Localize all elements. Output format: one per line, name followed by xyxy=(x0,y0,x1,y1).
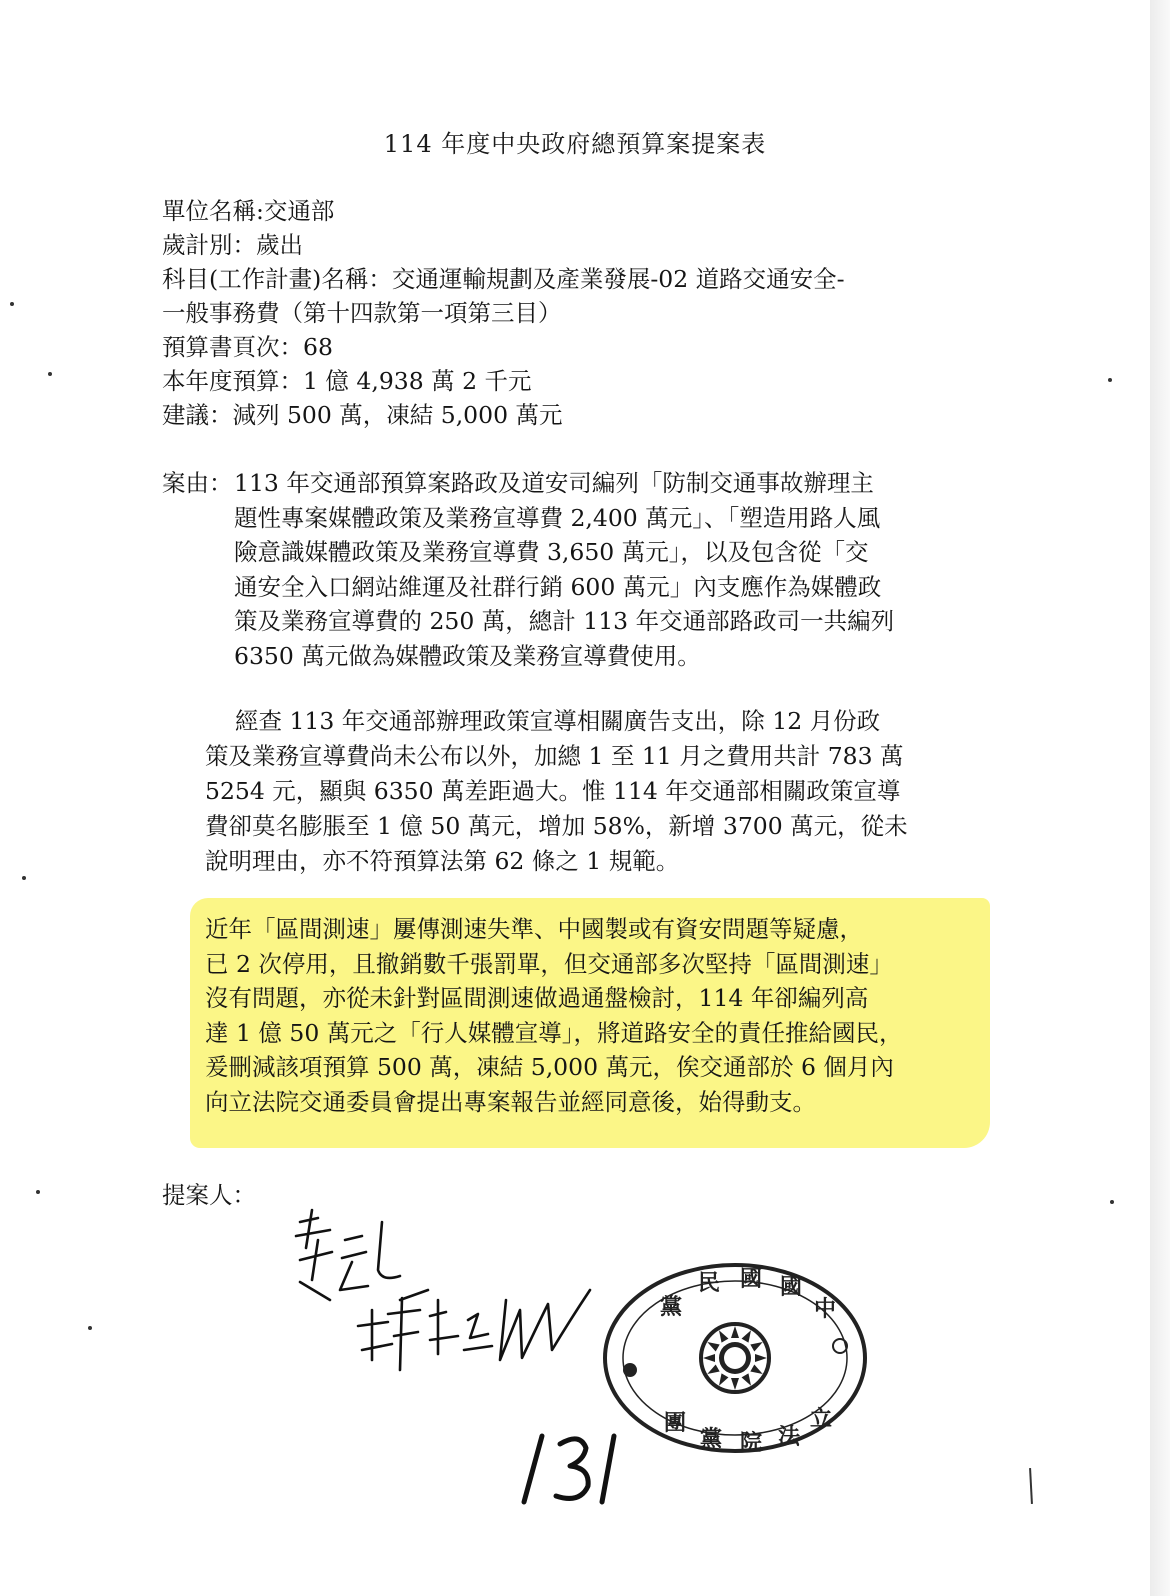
scan-speck xyxy=(36,1190,40,1194)
scan-speck xyxy=(10,302,14,306)
handwritten-page-number xyxy=(510,1430,640,1510)
highlighted-line: 近年「區間測速」屢傳測速失準、中國製或有資安問題等疑慮， xyxy=(205,915,863,943)
svg-text:團: 團 xyxy=(664,1410,687,1436)
meta-subject-name: 科目(工作計畫)名稱：交通運輸規劃及產業發展-02 道路交通安全- xyxy=(162,265,845,293)
meta-page-ref: 預算書頁次：68 xyxy=(162,333,333,361)
meta-unit-name: 單位名稱:交通部 xyxy=(162,197,335,225)
case-line: 策及業務宣導費的 250 萬，總計 113 年交通部路政司一共編列 xyxy=(234,607,895,635)
meta-subject-name-cont: 一般事務費（第十四款第一項第三目） xyxy=(162,299,562,327)
document-title: 114 年度中央政府總預算案提案表 xyxy=(383,130,767,158)
review-line: 5254 元，顯與 6350 萬差距過大。惟 114 年交通部相關政策宣導 xyxy=(205,777,901,805)
svg-text:院: 院 xyxy=(740,1430,763,1456)
case-label: 案由： xyxy=(162,469,233,497)
svg-text:黨: 黨 xyxy=(700,1426,723,1452)
scan-speck xyxy=(1110,1200,1114,1204)
svg-text:法: 法 xyxy=(778,1424,801,1450)
case-line: 6350 萬元做為媒體政策及業務宣導費使用。 xyxy=(234,641,701,670)
meta-fiscal-category: 歲計別：歲出 xyxy=(162,231,303,259)
case-line: 113 年交通部預算案路政及道安司編列「防制交通事故辦理主 xyxy=(234,469,874,497)
review-line: 經查 113 年交通部辦理政策宣導相關廣告支出，除 12 月份政 xyxy=(235,707,881,735)
scan-speck xyxy=(22,876,26,880)
review-line: 費卻莫名膨脹至 1 億 50 萬元，增加 58%，新增 3700 萬元，從未 xyxy=(205,812,908,840)
page-edge-strip xyxy=(1150,0,1170,1596)
proposer-label: 提案人： xyxy=(162,1181,256,1209)
svg-text:中: 中 xyxy=(814,1296,837,1322)
highlighted-line: 向立法院交通委員會提出專案報告並經同意後，始得動支。 xyxy=(205,1087,816,1116)
party-caucus-seal xyxy=(600,1258,870,1458)
svg-text:民: 民 xyxy=(698,1270,721,1296)
highlighted-line: 爰刪減該項預算 500 萬，凍結 5,000 萬元，俟交通部於 6 個月內 xyxy=(205,1053,894,1081)
svg-text:國: 國 xyxy=(780,1274,803,1300)
meta-suggestion: 建議：減列 500 萬，凍結 5,000 萬元 xyxy=(162,401,563,429)
case-line: 險意識媒體政策及業務宣導費 3,650 萬元」，以及包含從「交 xyxy=(234,538,869,566)
scan-speck xyxy=(88,1326,92,1330)
scan-speck xyxy=(1108,378,1112,382)
svg-text:國: 國 xyxy=(740,1266,763,1292)
svg-text:立: 立 xyxy=(810,1406,833,1432)
highlighted-line: 達 1 億 50 萬元之「行人媒體宣導」，將道路安全的責任推給國民， xyxy=(205,1018,903,1047)
svg-text:黨: 黨 xyxy=(660,1294,683,1320)
highlighted-line: 沒有問題，亦從未針對區間測速做過通盤檢討，114 年卻編列高 xyxy=(205,984,869,1012)
highlighted-line: 已 2 次停用，且撤銷數千張罰單，但交通部多次堅持「區間測速」 xyxy=(205,949,893,978)
case-line: 通安全入口網站維運及社群行銷 600 萬元」內支應作為媒體政 xyxy=(234,572,882,601)
scan-speck xyxy=(48,372,52,376)
meta-annual-budget: 本年度預算：1 億 4,938 萬 2 千元 xyxy=(162,367,532,395)
case-line: 題性專案媒體政策及業務宣導費 2,400 萬元」、「塑造用路人風 xyxy=(234,503,881,532)
review-line: 策及業務宣導費尚未公布以外，加總 1 至 11 月之費用共計 783 萬 xyxy=(205,742,904,770)
review-line: 說明理由，亦不符預算法第 62 條之 1 規範。 xyxy=(205,847,680,875)
